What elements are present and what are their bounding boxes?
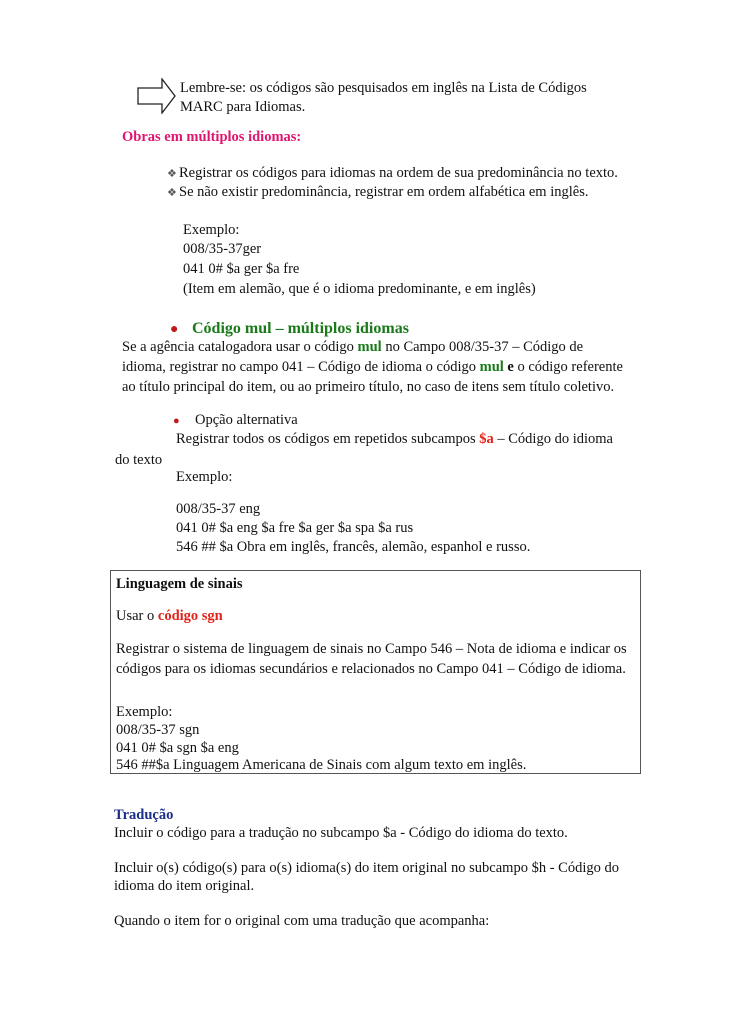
translation-paragraph-1: Incluir o código para a tradução no subcampo $a - Código do idioma do texto. (114, 825, 568, 841)
translation-paragraph-2-line-1: Incluir o(s) código(s) para o(s) idioma(s) do item original no subcampo $h - Código do (114, 860, 619, 876)
mul-paragraph-line-3: ao título principal do item, ou ao primeiro título, no caso de itens sem título coletivo. (122, 379, 615, 395)
reminder-line-2: MARC para Idiomas. (180, 99, 306, 115)
red-bullet-icon: ● (173, 415, 180, 427)
right-arrow-outline-icon (137, 78, 177, 114)
sign-use-line: Usar o código sgn (116, 608, 223, 624)
sign-example-label: Exemplo: (116, 704, 173, 720)
sign-example-line: 546 ##$a Linguagem Americana de Sinais com algum texto em inglês. (116, 757, 527, 773)
reminder-line-1: Lembre-se: os códigos são pesquisados em inglês na Lista de Códigos (180, 80, 587, 96)
translation-paragraph-3: Quando o item for o original com uma tradução que acompanha: (114, 913, 490, 929)
multi-bullet-1: ❖ Registrar os códigos para idiomas na ordem de sua predominância no texto. (167, 164, 618, 184)
sign-paragraph-line-2: códigos para os idiomas secundários e relacionados no Campo 041 – Código de idioma. (116, 661, 626, 677)
sign-paragraph-line-1: Registrar o sistema de linguagem de sinais no Campo 546 – Nota de idioma e indicar os (116, 641, 627, 657)
alt-example-line: 546 ## $a Obra em inglês, francês, alemão, espanhol e russo. (176, 539, 531, 555)
multi-example-label: Exemplo: (183, 222, 240, 238)
sign-example-line: 041 0# $a sgn $a eng (116, 740, 239, 756)
multi-heading: Obras em múltiplos idiomas: (122, 129, 302, 145)
sign-example-line: 008/35-37 sgn (116, 722, 200, 738)
alt-line-1: Registrar todos os códigos em repetidos subcampos $a – Código do idioma (176, 431, 613, 447)
multi-example-line: 041 0# $a ger $a fre (183, 261, 300, 277)
multi-example-line: (Item em alemão, que é o idioma predominante, e em inglês) (183, 281, 536, 297)
red-bullet-icon: ● (170, 322, 179, 337)
sign-heading: Linguagem de sinais (116, 576, 243, 592)
alt-example-line: 041 0# $a eng $a fre $a ger $a spa $a rus (176, 520, 414, 536)
sign-language-box (110, 570, 641, 774)
mul-paragraph-line-2: idioma, registrar no campo 041 – Código de idioma o código mul e o código referente (122, 359, 623, 375)
alt-example-line: 008/35-37 eng (176, 501, 261, 517)
multi-bullet-2: ❖ Se não existir predominância, registrar em ordem alfabética em inglês. (167, 183, 588, 203)
mul-heading-row (170, 319, 409, 339)
multi-example-line: 008/35-37ger (183, 241, 262, 257)
alt-heading-row (173, 411, 298, 431)
diamond-bullet-icon: ❖ (167, 168, 177, 180)
translation-paragraph-2-line-2: idioma do item original. (114, 878, 255, 894)
translation-heading: Tradução (114, 807, 174, 823)
alt-heading: Opção alternativa (195, 412, 298, 428)
alt-example-label: Exemplo: (176, 469, 233, 485)
mul-heading: Código mul – múltiplos idiomas (192, 320, 409, 337)
alt-line-2: do texto (115, 452, 163, 468)
mul-paragraph-line-1: Se a agência catalogadora usar o código mul no Campo 008/35-37 – Código de (122, 339, 584, 355)
diamond-bullet-icon: ❖ (167, 187, 177, 199)
